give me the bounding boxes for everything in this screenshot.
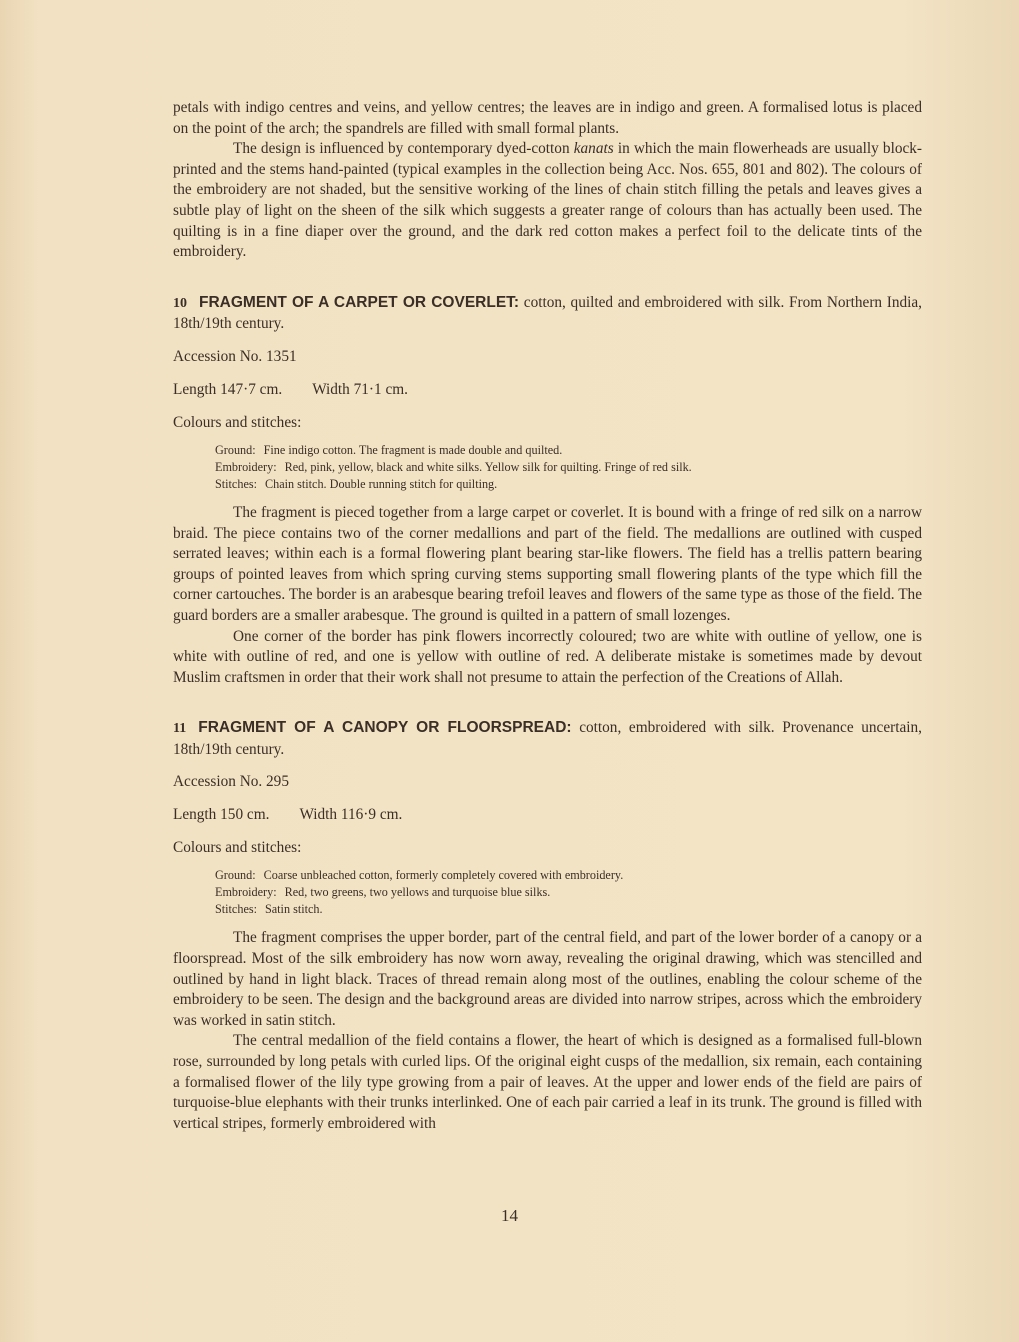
intro-p2-italic: kanats [573, 140, 614, 158]
entry-11-length: Length 150 cm. [173, 806, 270, 824]
entry-10-width: Width 71·1 cm. [312, 380, 409, 398]
entry-11-width: Width 116·9 cm. [299, 806, 403, 824]
entry-10-length: Length 147·7 cm. [173, 380, 283, 398]
detail-text: Red, pink, yellow, black and white silks. Yellow silk for quilting. Fringe of red silk. [284, 459, 692, 474]
intro-paragraph-2 [173, 139, 922, 263]
detail-text: Chain stitch. Double running stitch for quilting. [264, 476, 498, 491]
detail-text: Coarse unbleached cotton, formerly completely covered with embroidery. [263, 868, 624, 883]
entry-10-paragraph-1: The fragment is pieced together from a large carpet or coverlet. It is bound with a fringe of red silk on a narrow braid. The piece contains two of the corner medallions and part of the field. The medallions are outlined with cusped serrated leaves; within each is a formal flowering plant bearing star-like flowers. The field has a trellis pattern bearing groups of pointed leaves from which spring curving stems supporting small flowering plants of the type which fill the corner cartouches. The border is an arabesque bearing trefoil leaves and flowers of the same type as those of the field. The guard borders are a smaller arabesque. The ground is quilted in a pattern of small lozenges. [173, 503, 922, 624]
entry-11-accession: Accession No. 295 [173, 773, 289, 791]
text-column [173, 98, 922, 1134]
detail-row [215, 459, 922, 476]
detail-text: Fine indigo cotton. The fragment is made double and quilted. [263, 442, 563, 457]
entry-11-details [215, 867, 922, 918]
intro-p2-start: The design is influenced by contemporary dyed-cotton [233, 140, 574, 158]
page-number: 14 [501, 1206, 518, 1225]
detail-row [215, 442, 922, 459]
detail-label: Stitches: [215, 902, 257, 917]
entry-11-paragraph-1: The fragment comprises the upper border, part of the central field, and part of the lower border of a canopy or a floorspread. Most of the silk embroidery has now worn away, revealing the original drawing, which was stencilled and outlined by hand in light black. Traces of thread remain along most of the outlines, enabling the colour scheme of the embroidery to be seen. The design and the background areas are divided into narrow stripes, across which the embroidery was worked in satin stitch. [173, 929, 922, 1029]
entry-10-details [215, 442, 922, 493]
intro-p2-end: in which the main flowerheads are usually block-printed and the stems hand-painted (typical examples in the collection being Acc. Nos. 655, 801 and 802). The colours of the embroidery are not shaded, but the sensitive working of the lines of chain stitch filling the petals and leaves gives a subtle play of light on the sheen of the silk which suggests a greater range of colours than has actually been used. The quilting is in a fine diaper over the ground, and the dark red cotton makes a perfect foil to the delicate tints of the embroidery. [173, 140, 923, 261]
entry-10-title: FRAGMENT OF A CARPET OR COVERLET: [199, 293, 520, 311]
entry-10-number: 10 [173, 295, 187, 311]
detail-label: Stitches: [215, 476, 257, 491]
entry-10-accession: Accession No. 1351 [173, 347, 297, 365]
detail-label: Embroidery: [215, 459, 277, 474]
entry-10-colours-heading: Colours and stitches: [173, 413, 302, 431]
intro-paragraph-1: petals with indigo centres and veins, and yellow centres; the leaves are in indigo and green. A formalised lotus is placed on the point of the arch; the spandrels are filled with small formal plants. [173, 99, 922, 137]
entry-11-number: 11 [173, 721, 187, 737]
entry-10-subtitle: cotton, quilted and embroidered with silk. From Northern India, 18th/19th century. [173, 293, 923, 333]
detail-row [215, 867, 922, 884]
entry-11-colours-heading: Colours and stitches: [173, 839, 302, 857]
entry-10-paragraph-2: One corner of the border has pink flowers incorrectly coloured; two are white with outline of yellow, one is white with outline of red, and one is yellow with outline of red. A deliberate mistake is sometimes made by devout Muslim craftsmen in order that their work shall not presume to attain the perfection of the Creations of Allah. [173, 627, 922, 686]
detail-label: Embroidery: [215, 885, 277, 900]
detail-text: Red, two greens, two yellows and turquoise blue silks. [284, 885, 551, 900]
detail-row [215, 884, 922, 901]
detail-row [215, 476, 922, 493]
entry-11-title: FRAGMENT OF A CANOPY OR FLOORSPREAD: [198, 719, 572, 737]
entry-11-heading [173, 718, 922, 760]
entry-11-dimensions [173, 805, 922, 825]
entry-10-heading [173, 293, 922, 335]
detail-text: Satin stitch. [264, 902, 323, 917]
entry-11-subtitle: cotton, embroidered with silk. Provenance uncertain, 18th/19th century. [173, 719, 922, 758]
entry-11-paragraph-2: The central medallion of the field contains a flower, the heart of which is designed as a formalised full-blown rose, surrounded by long petals with curled lips. Of the original eight cusps of the medallion, six remain, each containing a formalised flower of the lily type growing from a pair of leaves. At the upper and lower ends of the field are pairs of turquoise-blue elephants with their trunks interlinked. One of each pair carried a leaf in its trunk. The ground is filled with vertical stripes, formerly embroidered with [173, 1032, 922, 1132]
detail-row [215, 901, 922, 918]
detail-label: Ground: [215, 442, 256, 457]
entry-10-dimensions [173, 380, 922, 400]
detail-label: Ground: [215, 868, 256, 883]
